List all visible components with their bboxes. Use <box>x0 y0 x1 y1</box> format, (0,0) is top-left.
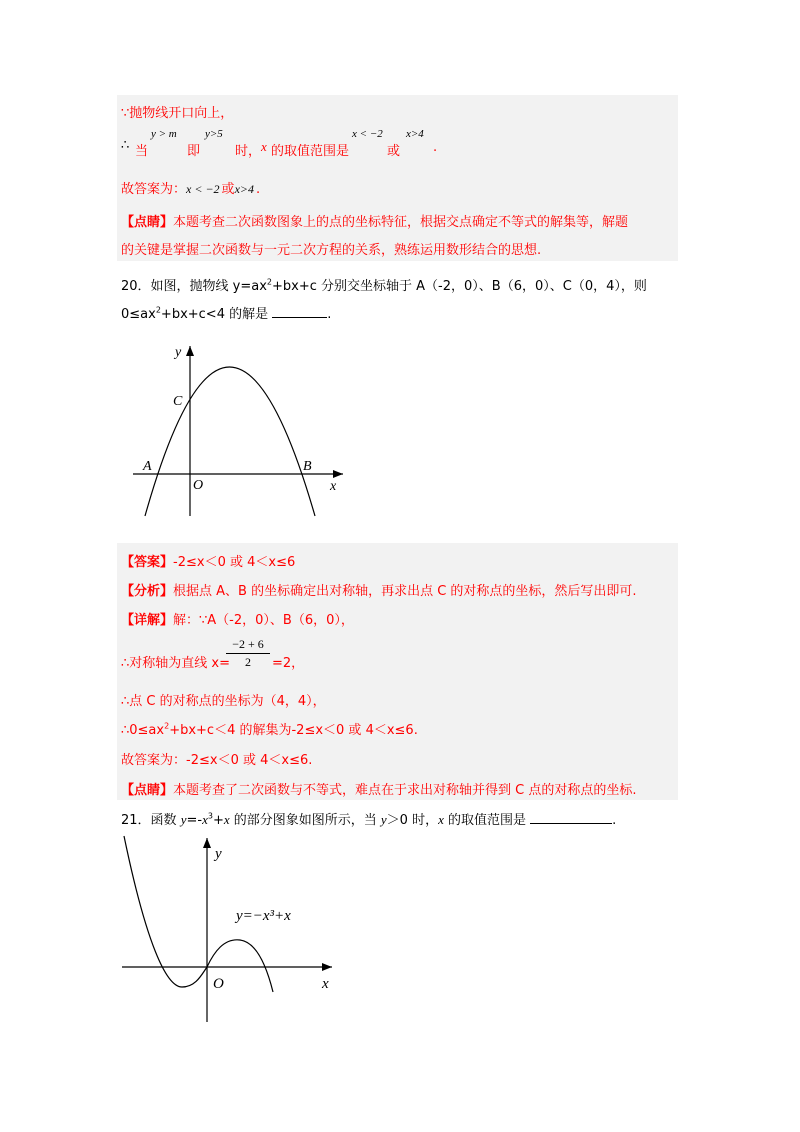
period: . <box>433 140 438 155</box>
detail-20-line-2: ∴对称轴为直线 x= <box>121 656 230 671</box>
when-text: 当 <box>135 144 149 159</box>
shi-text: 时， <box>235 144 262 159</box>
parabola-figure <box>125 338 360 518</box>
detail-20-line-4: $\therefore 0\le ax^2+bx+c<4$ 的解集为-2≤x＜0 或 4＜x≤6. <box>121 721 418 738</box>
curve-equation-label: y=−x³+x <box>236 908 291 924</box>
range-text: 的取值范围是 <box>271 144 350 159</box>
answer-line-top: 故答案为：x < −2 或x>4 . <box>121 182 261 197</box>
comment-line-1: 【点睛】本题考查二次函数图象上的点的坐标特征，根据交点确定不等式的解集等，解题 <box>121 215 629 230</box>
label-y: y <box>215 846 222 862</box>
or-text: 或 <box>387 144 401 159</box>
fraction-axis <box>226 637 270 670</box>
comment-20: 【点睛】本题考查了二次函数与不等式，难点在于求出对称轴并得到 C 点的对称点的坐标. <box>121 783 637 798</box>
condition-y-gt-5: y>5 <box>205 128 223 140</box>
label-origin: O <box>213 976 224 992</box>
label-x: x <box>322 976 329 992</box>
x-var: x <box>261 139 267 154</box>
label-point-c: C <box>173 394 183 409</box>
x-axis <box>122 963 332 971</box>
question-20-line-2: $0\le ax^2+bx+c<4$ 的解是 . <box>121 305 332 322</box>
label-point-b: B <box>303 459 312 474</box>
detail-20-line-3: ∴点 C 的对称点的坐标为（4，4）， <box>121 694 326 709</box>
analysis-20: 【分析】根据点 A、B 的坐标确定出对称轴，再求出点 C 的对称点的坐标，然后写出即可. <box>121 584 637 599</box>
label-x: x <box>330 479 337 494</box>
fraction-numerator: −2 + 6 <box>226 637 270 654</box>
ji-text: 即 <box>187 144 201 159</box>
label-y: y <box>175 345 182 360</box>
statement-parabola-opens-up: ∵抛物线开口向上， <box>121 106 234 121</box>
detail-20-line-1: 【详解】解：∵A（-2，0）、B（6，0）， <box>121 613 354 628</box>
therefore-symbol: ∴ <box>121 138 130 153</box>
question-21: 21．函数 $y=-x^3+x$ 的部分图象如图所示，当 y＞0 时，x 的取值范围是 . <box>121 811 617 828</box>
value-x-gt-4: x>4 <box>406 128 424 140</box>
comment-line-2: 的关键是掌握二次函数与一元二次方程的关系，熟练运用数形结合的思想. <box>121 243 542 258</box>
final-answer-20: 故答案为：-2≤x＜0 或 4＜x≤6. <box>121 753 313 768</box>
label-origin: O <box>193 478 204 493</box>
fraction-denominator: 2 <box>245 655 251 669</box>
answer-20: 【答案】-2≤x＜0 或 4＜x≤6 <box>121 555 296 570</box>
answer-blank-20 <box>272 305 327 318</box>
cubic-figure <box>118 832 348 1027</box>
value-x-lt-neg2: x < −2 <box>352 128 383 140</box>
answer-blank-21 <box>530 811 612 824</box>
parabola-curve <box>145 367 315 516</box>
detail-20-line-2-end: =2， <box>272 656 305 671</box>
label-point-a: A <box>143 459 152 474</box>
y-axis <box>203 838 211 1022</box>
question-20-line-1: 20．如图，抛物线 $y=ax^2+bx+c$ 分别交坐标轴于 A（-2，0）、B（6，0）、C（0，4），则 <box>121 277 647 294</box>
condition-y-gt-m: y > m <box>151 128 177 140</box>
